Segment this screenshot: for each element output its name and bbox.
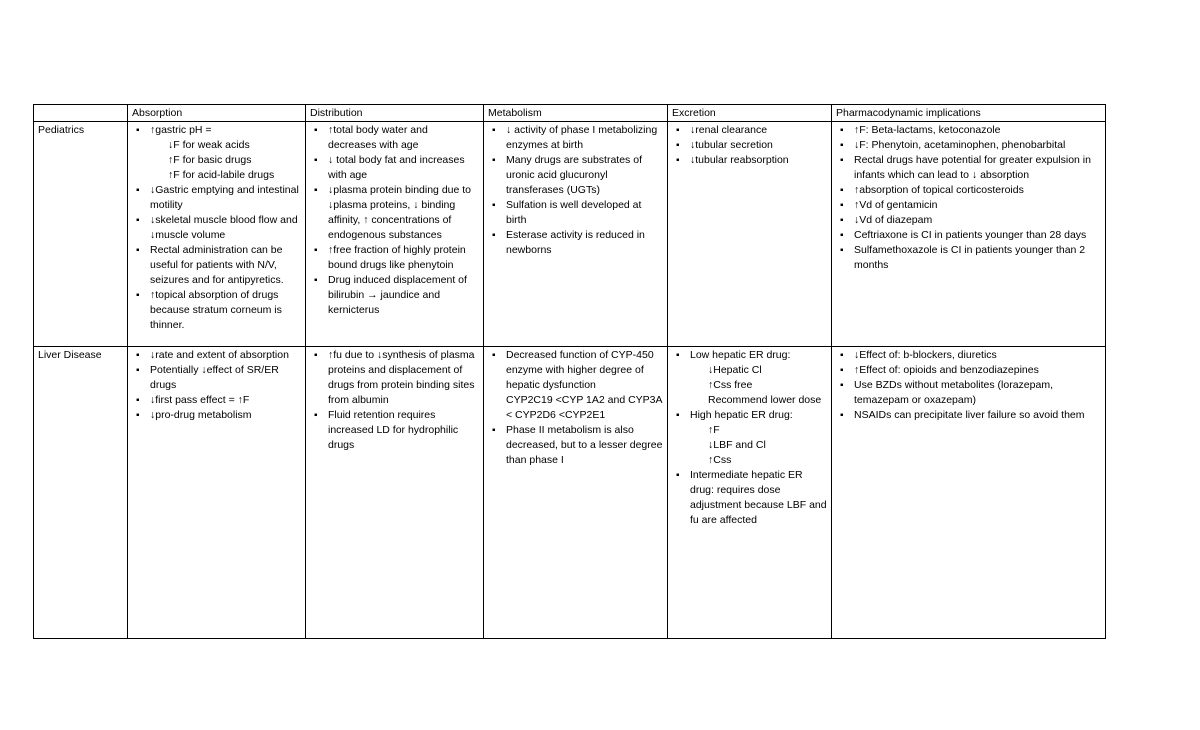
- bullet-list: [310, 348, 479, 453]
- bullet-list: [132, 348, 301, 423]
- bullet-text: Sulfamethoxazole is CI in patients younger than 2 months: [854, 244, 1086, 271]
- bullet-text: Intermediate hepatic ER drug: requires dose adjustment because LBF and fu are affected: [690, 469, 827, 526]
- metabolism-cell: [484, 347, 668, 639]
- bullet-text: Sulfation is well developed at birth: [506, 199, 642, 226]
- bullet-text: NSAIDs can precipitate liver failure so avoid them: [854, 409, 1085, 421]
- header-row: [34, 105, 1106, 122]
- bullet-text: Low hepatic ER drug:: [690, 349, 791, 361]
- sub-item: ↑F: [708, 424, 720, 436]
- bullet-text: ↓renal clearance: [690, 124, 768, 136]
- bullet-list: [836, 348, 1101, 423]
- sub-item: Recommend lower dose: [708, 394, 822, 406]
- absorption-cell: [128, 347, 306, 639]
- bullet-text: ↓Vd of diazepam: [854, 214, 933, 226]
- bullet-list: [488, 348, 663, 468]
- bullet-text: Rectal administration can be useful for patients with N/V, seizures and for antipyretics.: [150, 244, 284, 286]
- list-item: [132, 123, 301, 183]
- list-item: [836, 228, 1101, 243]
- list-item: [488, 123, 663, 153]
- list-item: [310, 408, 479, 453]
- bullet-text: ↓first pass effect = ↑F: [150, 394, 250, 406]
- list-item: [836, 408, 1101, 423]
- sub-item: ↑F for acid-labile drugs: [168, 169, 275, 181]
- bullet-text: Use BZDs without metabolites (lorazepam, temazepam or oxazepam): [854, 379, 1053, 406]
- table-row: [34, 122, 1106, 347]
- distribution-cell: [306, 347, 484, 639]
- bullet-text: Many drugs are substrates of uronic acid glucuronyl transferases (UGTs): [506, 154, 642, 196]
- list-item: [310, 348, 479, 408]
- excretion-cell: [668, 122, 832, 347]
- list-item: [132, 408, 301, 423]
- bullet-text: ↓Effect of: b-blockers, diuretics: [854, 349, 997, 361]
- excretion-cell: [668, 347, 832, 639]
- pharmacodynamic-cell: [832, 347, 1106, 639]
- bullet-text: Esterase activity is reduced in newborns: [506, 229, 645, 256]
- sub-item: ↓F for weak acids: [168, 139, 250, 151]
- distribution-cell: [306, 122, 484, 347]
- list-item: [672, 468, 827, 528]
- bullet-text: ↓skeletal muscle blood flow and ↓muscle volume: [150, 214, 298, 241]
- list-item: [310, 273, 479, 318]
- bullet-list: [132, 123, 301, 333]
- list-item: [132, 288, 301, 333]
- row-label: Liver Disease: [34, 347, 128, 639]
- list-item: [132, 393, 301, 408]
- bullet-text: ↑topical absorption of drugs because stratum corneum is thinner.: [150, 289, 282, 331]
- pharmacology-table: [33, 104, 1106, 639]
- list-item: [310, 153, 479, 183]
- bullet-text: ↓pro-drug metabolism: [150, 409, 252, 421]
- list-item: [836, 138, 1101, 153]
- bullet-text: ↑Vd of gentamicin: [854, 199, 938, 211]
- bullet-list: [310, 123, 479, 318]
- bullet-text: ↑free fraction of highly protein bound drugs like phenytoin: [328, 244, 466, 271]
- list-item: [836, 243, 1101, 273]
- bullet-text: ↑F: Beta-lactams, ketoconazole: [854, 124, 1001, 136]
- list-item: [836, 363, 1101, 378]
- sub-item: ↓LBF and Cl: [708, 439, 766, 451]
- list-item: [132, 363, 301, 393]
- sub-item: ↑Css: [708, 454, 732, 466]
- bullet-text: ↑gastric pH =: [150, 124, 212, 136]
- table-row: [34, 347, 1106, 639]
- bullet-text: ↓plasma protein binding due to ↓plasma proteins, ↓ binding affinity, ↑ concentrations of endogenous substances: [328, 184, 472, 241]
- sub-item: ↑Css free: [708, 379, 753, 391]
- list-item: [132, 213, 301, 243]
- bullet-text: ↑total body water and decreases with age: [328, 124, 428, 151]
- bullet-list: [672, 348, 827, 528]
- list-item: [836, 348, 1101, 363]
- header-excretion: Excretion: [668, 105, 832, 122]
- bullet-text: ↓tubular reabsorption: [690, 154, 789, 166]
- absorption-cell: [128, 122, 306, 347]
- list-item: [488, 198, 663, 228]
- bullet-text: Fluid retention requires increased LD for hydrophilic drugs: [328, 409, 459, 451]
- bullet-text: ↓rate and extent of absorption: [150, 349, 289, 361]
- header-absorption: Absorption: [128, 105, 306, 122]
- list-item: [488, 228, 663, 258]
- list-item: [132, 348, 301, 363]
- bullet-list: [672, 123, 827, 168]
- bullet-text: ↓ activity of phase I metabolizing enzymes at birth: [506, 124, 658, 151]
- bullet-text: Decreased function of CYP-450 enzyme with higher degree of hepatic dysfunction: [506, 349, 654, 391]
- list-item: [488, 153, 663, 198]
- bullet-text: ↓F: Phenytoin, acetaminophen, phenobarbital: [854, 139, 1066, 151]
- list-item: [672, 153, 827, 168]
- list-item: [836, 123, 1101, 138]
- row-label: Pediatrics: [34, 122, 128, 347]
- pharmacodynamic-cell: [832, 122, 1106, 347]
- bullet-text: High hepatic ER drug:: [690, 409, 793, 421]
- list-item: [132, 183, 301, 213]
- list-item: [488, 423, 663, 468]
- header-pharmacodynamic: Pharmacodynamic implications: [832, 105, 1106, 122]
- bullet-text: Drug induced displacement of bilirubin → jaundice and kernicterus: [328, 274, 467, 316]
- header-metabolism: Metabolism: [484, 105, 668, 122]
- list-item: [488, 348, 663, 423]
- sub-item: CYP2C19 <CYP 1A2 and CYP3A < CYP2D6 <CYP2E1: [506, 394, 662, 421]
- metabolism-cell: [484, 122, 668, 347]
- bullet-text: ↓Gastric emptying and intestinal motility: [150, 184, 299, 211]
- bullet-text: Potentially ↓effect of SR/ER drugs: [150, 364, 279, 391]
- corner-cell: [34, 105, 128, 122]
- bullet-text: Phase II metabolism is also decreased, but to a lesser degree than phase I: [506, 424, 663, 466]
- list-item: [672, 138, 827, 153]
- bullet-text: ↑absorption of topical corticosteroids: [854, 184, 1024, 196]
- list-item: [672, 348, 827, 408]
- bullet-text: ↓ total body fat and increases with age: [328, 154, 465, 181]
- table-body: [34, 105, 1106, 639]
- list-item: [672, 408, 827, 468]
- bullet-text: ↑fu due to ↓synthesis of plasma proteins and displacement of drugs from protein binding sites from albumin: [328, 349, 475, 406]
- bullet-list: [836, 123, 1101, 273]
- list-item: [836, 153, 1101, 183]
- list-item: [672, 123, 827, 138]
- sub-item: ↓Hepatic Cl: [708, 364, 762, 376]
- list-item: [836, 378, 1101, 408]
- list-item: [310, 243, 479, 273]
- bullet-text: Rectal drugs have potential for greater expulsion in infants which can lead to ↓ absorption: [854, 154, 1091, 181]
- list-item: [310, 183, 479, 243]
- list-item: [310, 123, 479, 153]
- bullet-text: ↑Effect of: opioids and benzodiazepines: [854, 364, 1039, 376]
- list-item: [836, 198, 1101, 213]
- bullet-list: [488, 123, 663, 258]
- bullet-text: ↓tubular secretion: [690, 139, 773, 151]
- list-item: [836, 213, 1101, 228]
- bullet-text: Ceftriaxone is CI in patients younger than 28 days: [854, 229, 1087, 241]
- sub-item: ↑F for basic drugs: [168, 154, 252, 166]
- list-item: [836, 183, 1101, 198]
- header-distribution: Distribution: [306, 105, 484, 122]
- list-item: [132, 243, 301, 288]
